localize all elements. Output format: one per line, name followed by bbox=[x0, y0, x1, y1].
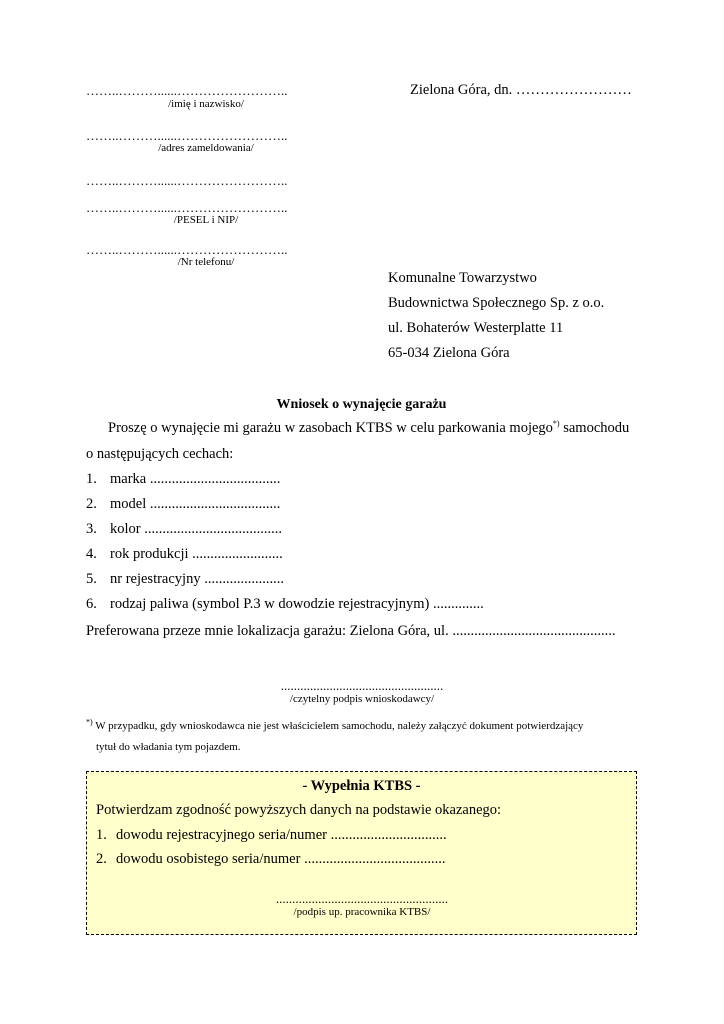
list-item-text: kolor ...................................... bbox=[110, 521, 282, 537]
list-item-number: 5. bbox=[86, 571, 97, 587]
list-item bbox=[86, 494, 484, 519]
ktbs-signature-dots: ..................................................... bbox=[275, 891, 449, 906]
applicant-signature-dots: .................................................. bbox=[280, 678, 444, 693]
list-item bbox=[86, 544, 484, 569]
intro-end: samochodu bbox=[559, 420, 630, 436]
list-item bbox=[96, 825, 447, 849]
list-item bbox=[86, 594, 484, 619]
list-item-text: marka .................................... bbox=[110, 471, 281, 487]
preferred-location: Preferowana przeze mnie lokalizacja garażu: Zielona Góra, ul. ............................................. bbox=[86, 623, 616, 639]
list-item-number: 1. bbox=[86, 471, 97, 487]
addressee-line-4: 65-034 Zielona Góra bbox=[388, 345, 510, 361]
list-item bbox=[96, 849, 447, 873]
list-item-text: dowodu osobistego seria/numer ....................................... bbox=[116, 851, 446, 867]
name-field-caption: /imię i nazwisko/ bbox=[168, 98, 244, 110]
phone-field-dots: ……..………......…………………….. bbox=[86, 242, 288, 257]
extra-field-dots: ……..………......…………………….. bbox=[86, 173, 288, 188]
place-date: Zielona Góra, dn. …………………… bbox=[410, 82, 632, 98]
address-field-dots: ……..………......…………………….. bbox=[86, 128, 288, 143]
list-item bbox=[86, 469, 484, 494]
list-item-text: nr rejestracyjny ...................... bbox=[110, 571, 284, 587]
addressee-line-3: ul. Bohaterów Westerplatte 11 bbox=[388, 320, 564, 336]
intro-start: Proszę o wynajęcie mi garażu w zasobach KTBS w celu parkowania mojego bbox=[108, 420, 553, 436]
vehicle-details-list bbox=[86, 469, 484, 619]
phone-field-caption: /Nr telefonu/ bbox=[177, 256, 235, 268]
list-item-text: rodzaj paliwa (symbol P.3 w dowodzie rejestracyjnym) .............. bbox=[110, 596, 484, 612]
footnote-mark: *) bbox=[86, 717, 93, 727]
applicant-signature-caption: /czytelny podpis wnioskodawcy/ bbox=[289, 693, 435, 705]
pesel-field-caption: /PESEL i NIP/ bbox=[173, 214, 239, 226]
intro-footnote-mark: *) bbox=[552, 419, 560, 429]
list-item-number: 4. bbox=[86, 546, 97, 562]
document-title: Wniosek o wynajęcie garażu bbox=[276, 397, 447, 412]
footnote-text: W przypadku, gdy wnioskodawca nie jest właścicielem samochodu, należy załączyć dokument potwierdzający bbox=[92, 720, 584, 732]
addressee-line-1: Komunalne Towarzystwo bbox=[388, 270, 537, 286]
ktbs-documents-list bbox=[96, 825, 447, 873]
list-item-number: 3. bbox=[86, 521, 97, 537]
footnote-line-2: tytuł do władania tym pojazdem. bbox=[96, 741, 241, 753]
addressee-line-2: Budownictwa Społecznego Sp. z o.o. bbox=[388, 295, 605, 311]
list-item-text: model .................................... bbox=[110, 496, 281, 512]
list-item-number: 2. bbox=[86, 496, 97, 512]
list-item-number: 6. bbox=[86, 596, 97, 612]
list-item-number: 1. bbox=[96, 827, 107, 843]
ktbs-confirm-text: Potwierdzam zgodność powyższych danych na podstawie okazanego: bbox=[96, 802, 502, 818]
list-item-number: 2. bbox=[96, 851, 107, 867]
list-item-text: rok produkcji ......................... bbox=[110, 546, 283, 562]
list-item bbox=[86, 519, 484, 544]
pesel-field-dots: ……..………......…………………….. bbox=[86, 200, 288, 215]
list-item bbox=[86, 569, 484, 594]
address-field-caption: /adres zameldowania/ bbox=[158, 142, 254, 154]
intro-line-2: o następujących cechach: bbox=[86, 446, 234, 462]
list-item-text: dowodu rejestracyjnego seria/numer ................................ bbox=[116, 827, 447, 843]
name-field-dots: ……..………......…………………….. bbox=[86, 83, 288, 98]
ktbs-signature-caption: /podpis up. pracownika KTBS/ bbox=[293, 906, 431, 918]
footnote-line-1 bbox=[86, 717, 584, 732]
ktbs-section-title: - Wypełnia KTBS - bbox=[302, 778, 421, 794]
intro-paragraph bbox=[108, 420, 629, 437]
